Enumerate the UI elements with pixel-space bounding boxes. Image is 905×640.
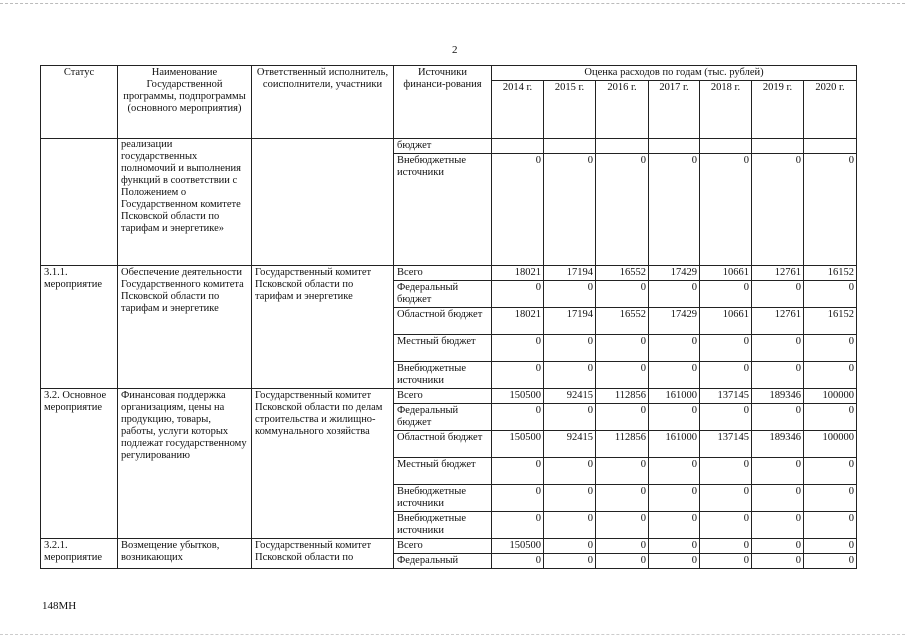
value-cell: 0: [544, 554, 596, 569]
value-cell: 0: [804, 554, 857, 569]
scan-top-edge: [0, 3, 905, 4]
source-cell: Внебюджетные источники: [394, 362, 492, 389]
expenses-table-wrapper: [40, 65, 857, 569]
table-row: [41, 139, 857, 154]
page-number: 2: [452, 44, 458, 56]
value-cell: 150500: [492, 389, 544, 404]
scan-bottom-edge: [0, 634, 905, 635]
value-cell: [649, 139, 700, 154]
value-cell: 0: [649, 362, 700, 389]
value-cell: 0: [700, 362, 752, 389]
value-cell: 0: [544, 154, 596, 266]
table-row: [41, 266, 857, 281]
value-cell: 16152: [804, 266, 857, 281]
value-cell: 0: [492, 458, 544, 485]
value-cell: 0: [804, 539, 857, 554]
value-cell: 0: [596, 154, 649, 266]
header-year: 2018 г.: [700, 81, 752, 139]
value-cell: 0: [596, 281, 649, 308]
value-cell: 0: [596, 485, 649, 512]
status-cell: [41, 139, 118, 266]
value-cell: 0: [804, 362, 857, 389]
value-cell: 17194: [544, 266, 596, 281]
value-cell: 0: [492, 485, 544, 512]
value-cell: 0: [596, 539, 649, 554]
value-cell: [544, 139, 596, 154]
table-row: [41, 539, 857, 554]
value-cell: 0: [649, 512, 700, 539]
value-cell: 150500: [492, 431, 544, 458]
value-cell: 100000: [804, 389, 857, 404]
value-cell: 16152: [804, 308, 857, 335]
header-row: [41, 66, 857, 81]
value-cell: 0: [700, 539, 752, 554]
header-responsible: Ответственный исполнитель, соисполнители, участники: [252, 66, 394, 139]
value-cell: 0: [544, 539, 596, 554]
value-cell: 0: [700, 512, 752, 539]
value-cell: 0: [544, 404, 596, 431]
value-cell: [752, 139, 804, 154]
value-cell: 0: [596, 404, 649, 431]
source-cell: Местный бюджет: [394, 458, 492, 485]
header-year: 2019 г.: [752, 81, 804, 139]
value-cell: 0: [544, 281, 596, 308]
value-cell: [804, 139, 857, 154]
value-cell: 0: [649, 335, 700, 362]
value-cell: 0: [752, 485, 804, 512]
value-cell: 12761: [752, 308, 804, 335]
source-cell: Всего: [394, 389, 492, 404]
value-cell: 0: [649, 281, 700, 308]
value-cell: 0: [804, 154, 857, 266]
value-cell: 137145: [700, 431, 752, 458]
value-cell: 0: [752, 554, 804, 569]
source-cell: Областной бюджет: [394, 308, 492, 335]
header-program-name: Наименование Государственной программы, подпрограммы (основного мероприятия): [118, 66, 252, 139]
value-cell: 10661: [700, 308, 752, 335]
value-cell: 0: [544, 458, 596, 485]
value-cell: 0: [492, 512, 544, 539]
value-cell: 0: [700, 335, 752, 362]
program-name-cell: Возмещение убытков, возникающих: [118, 539, 252, 569]
value-cell: 18021: [492, 308, 544, 335]
value-cell: 0: [649, 458, 700, 485]
responsible-cell: Государственный комитет Псковской области по: [252, 539, 394, 569]
header-expenses-title: Оценка расходов по годам (тыс. рублей): [492, 66, 857, 81]
value-cell: 0: [544, 485, 596, 512]
value-cell: 0: [804, 512, 857, 539]
source-cell: Местный бюджет: [394, 335, 492, 362]
source-cell: Внебюджетные источники: [394, 154, 492, 266]
value-cell: 0: [752, 154, 804, 266]
value-cell: 0: [492, 335, 544, 362]
source-cell: Федеральный бюджет: [394, 404, 492, 431]
value-cell: 92415: [544, 431, 596, 458]
expenses-table: [40, 65, 857, 569]
value-cell: 161000: [649, 431, 700, 458]
value-cell: 0: [492, 281, 544, 308]
value-cell: 0: [492, 404, 544, 431]
value-cell: 0: [596, 554, 649, 569]
value-cell: 0: [752, 539, 804, 554]
source-cell: Всего: [394, 539, 492, 554]
value-cell: 0: [700, 404, 752, 431]
responsible-cell: [252, 139, 394, 266]
status-cell: 3.2.1. мероприятие: [41, 539, 118, 569]
value-cell: 18021: [492, 266, 544, 281]
value-cell: 0: [649, 154, 700, 266]
table-row: [41, 389, 857, 404]
source-cell: Внебюджетные источники: [394, 512, 492, 539]
value-cell: 0: [596, 458, 649, 485]
value-cell: 0: [752, 281, 804, 308]
value-cell: 16552: [596, 308, 649, 335]
value-cell: 189346: [752, 389, 804, 404]
header-year: 2017 г.: [649, 81, 700, 139]
value-cell: 17429: [649, 266, 700, 281]
value-cell: 0: [492, 554, 544, 569]
value-cell: 12761: [752, 266, 804, 281]
value-cell: 137145: [700, 389, 752, 404]
value-cell: 0: [649, 404, 700, 431]
value-cell: 0: [804, 335, 857, 362]
value-cell: 0: [804, 485, 857, 512]
value-cell: 10661: [700, 266, 752, 281]
responsible-cell: Государственный комитет Псковской области по делам строительства и жилищно-коммунального хозяйства: [252, 389, 394, 539]
value-cell: 0: [596, 335, 649, 362]
value-cell: 0: [700, 485, 752, 512]
value-cell: 0: [544, 362, 596, 389]
value-cell: 0: [752, 335, 804, 362]
source-cell: бюджет: [394, 139, 492, 154]
value-cell: [596, 139, 649, 154]
value-cell: 112856: [596, 389, 649, 404]
source-cell: Федеральный: [394, 554, 492, 569]
value-cell: 0: [544, 335, 596, 362]
header-year: 2016 г.: [596, 81, 649, 139]
footer-code: 148МН: [42, 600, 77, 612]
value-cell: 0: [596, 512, 649, 539]
source-cell: Внебюджетные источники: [394, 485, 492, 512]
value-cell: 0: [700, 554, 752, 569]
responsible-cell: Государственный комитет Псковской области по тарифам и энергетике: [252, 266, 394, 389]
value-cell: 0: [596, 362, 649, 389]
value-cell: 0: [700, 281, 752, 308]
value-cell: 112856: [596, 431, 649, 458]
value-cell: 17194: [544, 308, 596, 335]
status-cell: 3.2. Основное мероприятие: [41, 389, 118, 539]
value-cell: 0: [544, 512, 596, 539]
value-cell: 161000: [649, 389, 700, 404]
value-cell: 17429: [649, 308, 700, 335]
program-name-cell: Финансовая поддержка организациям, цены на продукцию, товары, работы, услуги которых подлежат государственному регулированию: [118, 389, 252, 539]
source-cell: Федеральный бюджет: [394, 281, 492, 308]
program-name-cell: Обеспечение деятельности Государственного комитета Псковской области по тарифам и энергетике: [118, 266, 252, 389]
header-year: 2014 г.: [492, 81, 544, 139]
value-cell: 0: [752, 362, 804, 389]
value-cell: 0: [804, 281, 857, 308]
value-cell: 0: [492, 154, 544, 266]
value-cell: 0: [700, 458, 752, 485]
value-cell: 0: [649, 554, 700, 569]
value-cell: [492, 139, 544, 154]
value-cell: 0: [804, 404, 857, 431]
header-sources: Источники финанси-рования: [394, 66, 492, 139]
value-cell: [700, 139, 752, 154]
value-cell: 100000: [804, 431, 857, 458]
value-cell: 0: [700, 154, 752, 266]
header-year: 2020 г.: [804, 81, 857, 139]
value-cell: 0: [649, 539, 700, 554]
value-cell: 0: [752, 458, 804, 485]
status-cell: 3.1.1. мероприятие: [41, 266, 118, 389]
value-cell: 0: [752, 512, 804, 539]
value-cell: 0: [804, 458, 857, 485]
value-cell: 0: [752, 404, 804, 431]
value-cell: 189346: [752, 431, 804, 458]
value-cell: 92415: [544, 389, 596, 404]
value-cell: 0: [492, 362, 544, 389]
header-year: 2015 г.: [544, 81, 596, 139]
source-cell: Областной бюджет: [394, 431, 492, 458]
program-name-cell: реализации государственных полномочий и выполнения функций в соответствии с Положением о Государственном комитете Псковской области по тарифам и энергетике»: [118, 139, 252, 266]
value-cell: 0: [649, 485, 700, 512]
source-cell: Всего: [394, 266, 492, 281]
header-status: Статус: [41, 66, 118, 139]
value-cell: 150500: [492, 539, 544, 554]
value-cell: 16552: [596, 266, 649, 281]
